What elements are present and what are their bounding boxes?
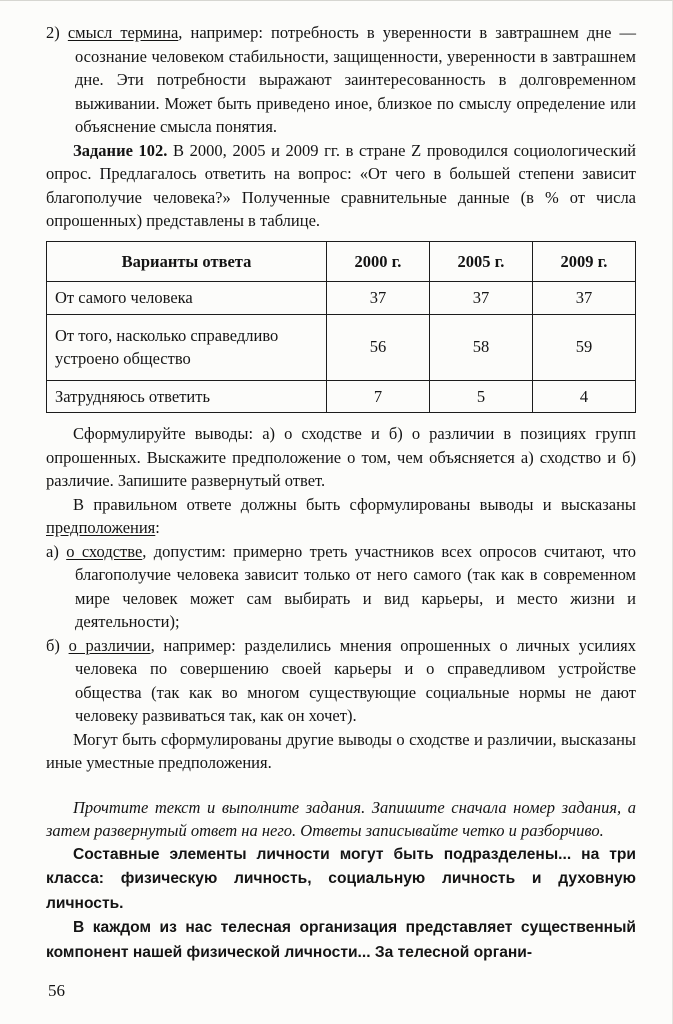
task-102-text: В 2000, 2005 и 2009 гг. в стране Z проводился социологический опрос. Предлагалось ответить на вопрос: «От чего в большей степени зависит благополучие человека?» Полученные сравнительные данные (в % от числа опрошенных) представлены в таблице. <box>46 140 636 230</box>
table-header-variants: Варианты ответа <box>47 241 327 282</box>
table-header-2009: 2009 г. <box>533 241 636 282</box>
colon: : <box>155 518 160 537</box>
personality-paragraph-1: Составные элементы личности могут быть подразделены... на три класса: физическую личность, социальную личность и духовную личность. <box>46 845 636 912</box>
underlined-word: предположения <box>46 518 156 537</box>
personality-paragraph-2: В каждом из нас телесная организация представляет существенный компонент нашей физической личности... За телесной органи- <box>46 919 636 961</box>
item-a-marker: а) <box>46 541 59 561</box>
task-102-label: Задание 102. <box>73 140 168 160</box>
task-102-paragraph <box>46 139 636 233</box>
table-header-row <box>47 241 636 282</box>
row-value: 4 <box>533 380 636 413</box>
row-value: 37 <box>533 282 636 315</box>
row-value: 5 <box>430 380 533 413</box>
correct-intro-text: В правильном ответе должны быть сформулированы выводы и высказаны <box>73 494 636 514</box>
read-text-instruction: Прочтите текст и выполните задания. Запишите сначала номер задания, а затем развернутый ответ на него. Ответы записывайте четко и разборчиво. <box>46 797 636 840</box>
row-value: 59 <box>533 314 636 380</box>
underlined-term: смысл термина <box>67 23 179 42</box>
row-label: От того, насколько справедливо устроено общество <box>47 314 327 380</box>
row-value: 37 <box>327 282 430 315</box>
survey-results-table <box>46 241 636 414</box>
table-row <box>47 380 636 413</box>
row-value: 7 <box>327 380 430 413</box>
row-label: Затрудняюсь ответить <box>47 380 327 413</box>
item-b-text: , например: разделились мнения опрошенных о личных усилиях человека по совершению своей карьеры и о справедливом устройстве общества (так как во многом существующие социальные нормы не дают человеку развиваться так, как он хочет). <box>75 635 636 725</box>
definition-item-2 <box>46 21 636 139</box>
table-row <box>47 314 636 380</box>
correct-answer-intro <box>46 493 636 540</box>
row-value: 56 <box>327 314 430 380</box>
other-conclusions-paragraph: Могут быть сформулированы другие выводы о сходстве и различии, высказаны иные уместные предположения. <box>46 729 636 772</box>
row-value: 58 <box>430 314 533 380</box>
item-2-text: , например: потребность в уверенности в завтрашнем дне — осознание человеком стабильности, защищенности, уверенности в завтрашнем дне. Эти потребности выражают заинтересованность в долговременном выживании. Может быть приведено иное, близкое по смыслу определение или объяснение смысла понятия. <box>75 23 636 136</box>
conclusions-paragraph: Сформулируйте выводы: а) о сходстве и б) о различии в позициях групп опрошенных. Выскажите предположение о том, чем объясняется а) сходство и б) различие. Запишите развернутый ответ. <box>46 424 636 490</box>
table-header-2005: 2005 г. <box>430 241 533 282</box>
table-row <box>47 282 636 315</box>
item-b-underlined: о различии <box>68 635 151 655</box>
row-label: От самого человека <box>47 282 327 315</box>
table-header-2000: 2000 г. <box>327 241 430 282</box>
item-b-marker: б) <box>46 635 60 655</box>
page-number: 56 <box>48 980 65 1000</box>
answer-item-a <box>46 540 636 634</box>
row-value: 37 <box>430 282 533 315</box>
answer-item-b <box>46 634 636 728</box>
item-a-underlined: о сходстве <box>66 541 143 561</box>
item-2-marker: 2) <box>46 23 60 42</box>
item-a-text: , допустим: примерно треть участников всех опросов считают, что благополучие человека зависит только от него самого (так как в современном мире человек может сам выбирать и вид карьеры, и место жизни и деятельности); <box>75 541 637 631</box>
